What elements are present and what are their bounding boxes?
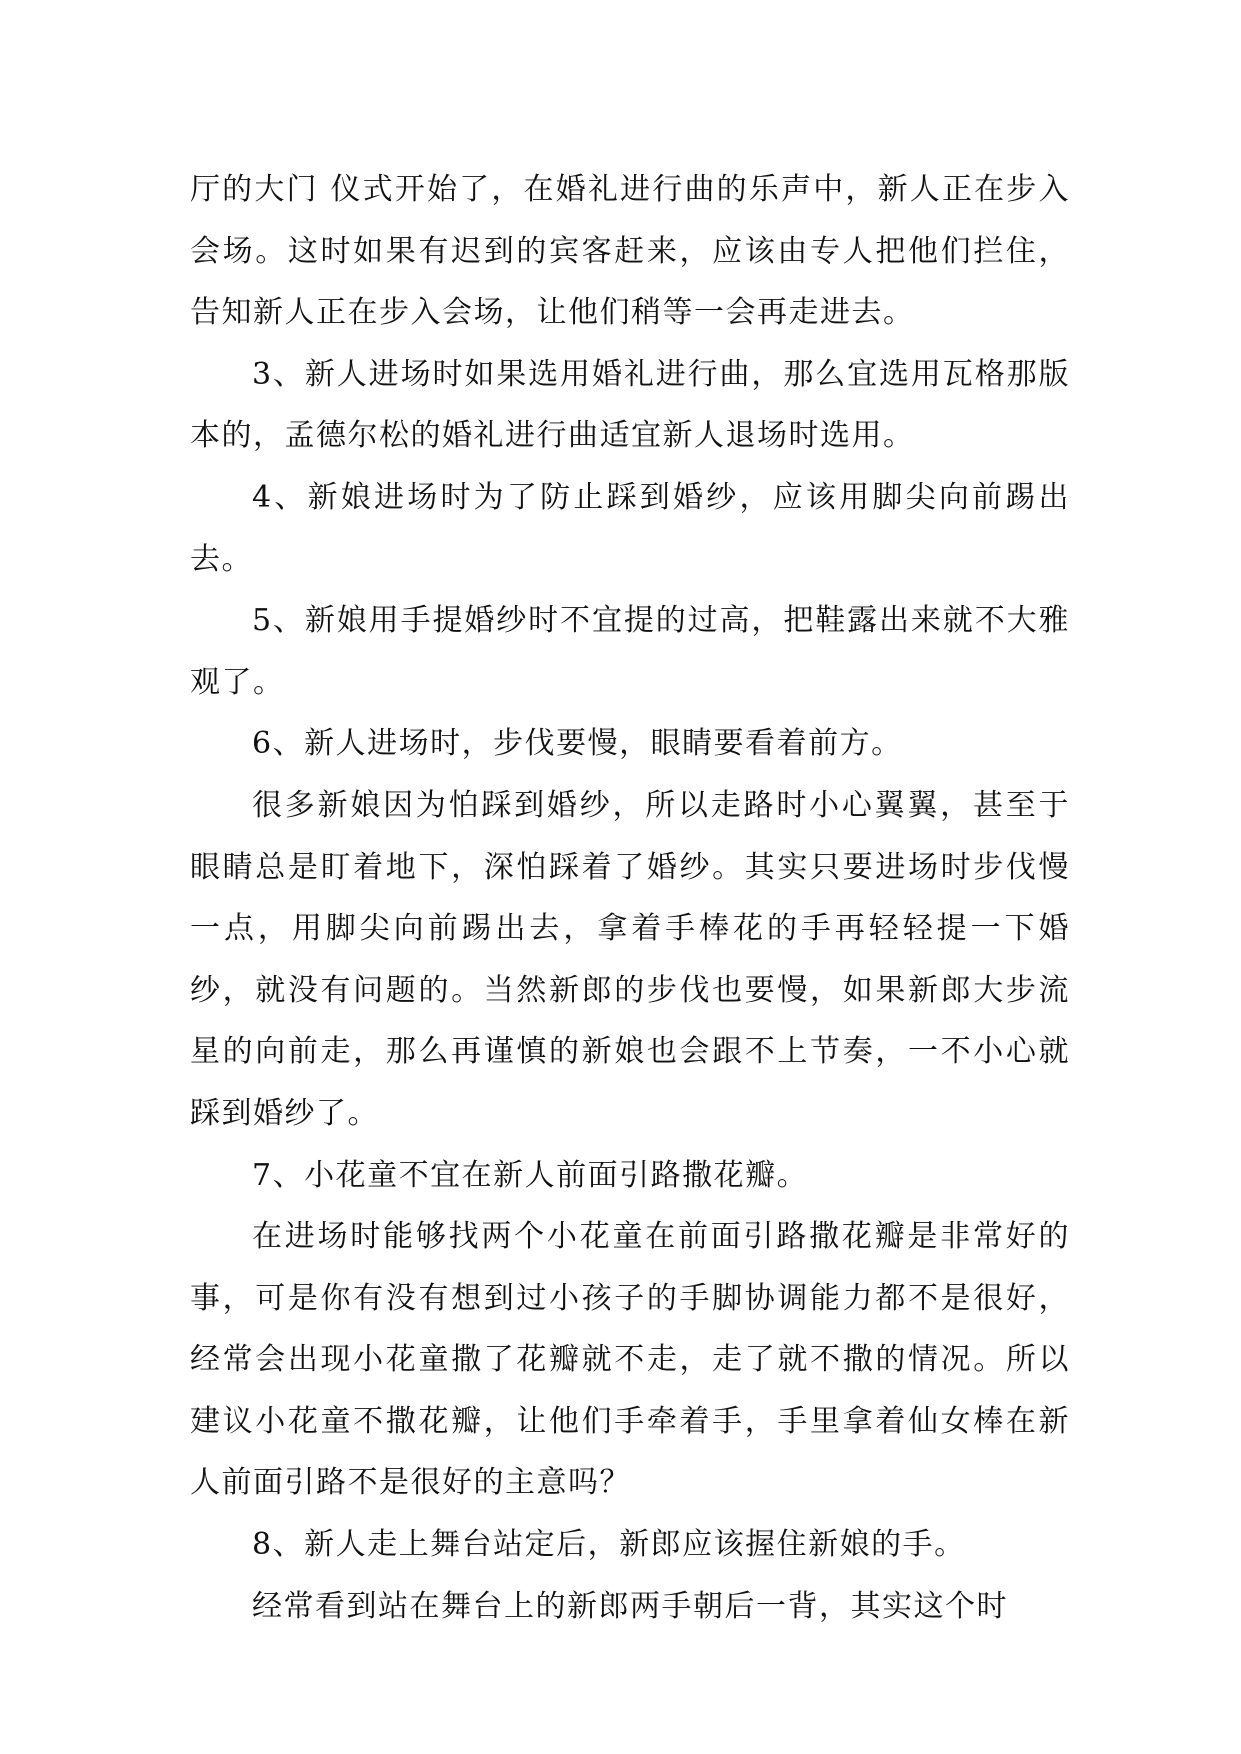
paragraph-4: 5、新娘用手提婚纱时不宜提的过高，把鞋露出来就不大雅观了。 — [190, 603, 1070, 700]
paragraph-5: 6、新人进场时，步伐要慢，眼睛要看着前方。 — [252, 726, 903, 762]
paragraph-8: 在进场时能够找两个小花童在前面引路撒花瓣是非常好的事，可是你有没有想到过小孩子的手脚协调能力都不是很好，经常会出现小花童撒了花瓣就不走，走了就不撒的情况。所以建议小花童不撒花瓣，让他们手牵着手，手里拿着仙女棒在新人前面引路不是很好的主意吗？ — [190, 1219, 1070, 1501]
paragraph-6: 很多新娘因为怕踩到婚纱，所以走路时小心翼翼，甚至于眼睛总是盯着地下，深怕踩着了婚纱。其实只要进场时步伐慢一点，用脚尖向前踢出去，拿着手棒花的手再轻轻提一下婚纱，就没有问题的。当然新郎的步伐也要慢，如果新郎大步流星的向前走，那么再谨慎的新娘也会跟不上节奏，一不小心就踩到婚纱了。 — [190, 787, 1070, 1131]
paragraph-1: 厅的大门 仪式开始了，在婚礼进行曲的乐声中，新人正在步入会场。这时如果有迟到的宾客赶来，应该由专人把他们拦住，告知新人正在步入会场，让他们稍等一会再走进去。 — [190, 172, 1070, 331]
paragraph-3: 4、新娘进场时为了防止踩到婚纱，应该用脚尖向前踢出去。 — [190, 479, 1070, 577]
paragraph-9: 8、新人走上舞台站定后，新郎应该握住新娘的手。 — [252, 1527, 966, 1563]
paragraph-2: 3、新人进场时如果选用婚礼进行曲，那么宜选用瓦格那版本的，孟德尔松的婚礼进行曲适宜新人退场时选用。 — [190, 356, 1070, 454]
paragraph-7: 7、小花童不宜在新人前面引路撒花瓣。 — [252, 1157, 809, 1193]
paragraph-10: 经常看到站在舞台上的新郎两手朝后一背，其实这个时 — [252, 1588, 1008, 1624]
document-body — [190, 159, 1070, 1637]
